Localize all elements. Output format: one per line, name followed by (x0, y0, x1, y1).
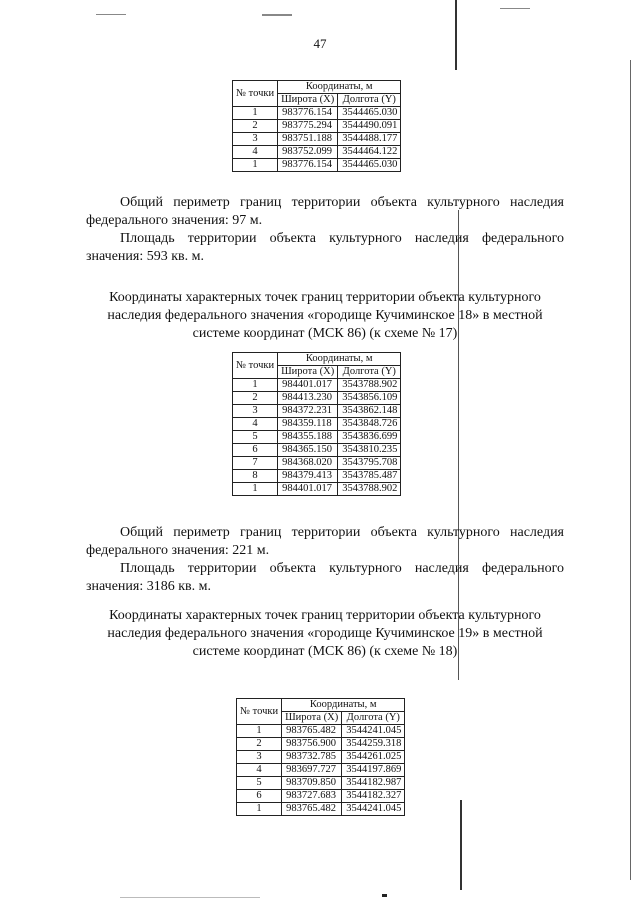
point-number-cell: 3 (237, 751, 282, 764)
point-number-cell: 1 (237, 803, 282, 816)
latitude-cell: 983751.188 (278, 133, 338, 146)
point-number-cell: 4 (233, 418, 278, 431)
perimeter-text-1: Общий периметр границ территории объекта культурного наследия федерального значения: 97 м. (86, 195, 564, 228)
latitude-cell: 983732.785 (282, 751, 342, 764)
col-header-lat: Широта (X) (278, 366, 338, 379)
longitude-cell: 3544465.030 (338, 107, 401, 120)
longitude-cell: 3543848.726 (338, 418, 401, 431)
point-number-cell: 4 (233, 146, 278, 159)
col-header-coords: Координаты, м (278, 81, 401, 94)
coordinates-table-1 (232, 80, 401, 172)
coordinates-table-3 (236, 698, 405, 816)
table-row (237, 751, 405, 764)
latitude-cell: 983709.850 (282, 777, 342, 790)
table-row (237, 738, 405, 751)
latitude-cell: 984413.230 (278, 392, 338, 405)
latitude-cell: 983752.099 (278, 146, 338, 159)
point-number-cell: 1 (233, 159, 278, 172)
latitude-cell: 984379.413 (278, 470, 338, 483)
latitude-cell: 984368.020 (278, 457, 338, 470)
longitude-cell: 3544197.869 (342, 764, 405, 777)
latitude-cell: 984355.188 (278, 431, 338, 444)
point-number-cell: 2 (233, 392, 278, 405)
point-number-cell: 8 (233, 470, 278, 483)
point-number-cell: 4 (237, 764, 282, 777)
scan-artifact-line (455, 0, 457, 70)
point-number-cell: 2 (237, 738, 282, 751)
table-row (233, 159, 401, 172)
col-header-point: № точки (233, 353, 278, 379)
area-text-2: Площадь территории объекта культурного наследия федерального значения: 3186 кв. м. (86, 561, 564, 594)
col-header-lon: Долгота (Y) (342, 712, 405, 725)
scan-speck (120, 897, 260, 898)
col-header-lat: Широта (X) (278, 94, 338, 107)
table-row (237, 725, 405, 738)
longitude-cell: 3544182.987 (342, 777, 405, 790)
col-header-coords: Координаты, м (282, 699, 405, 712)
latitude-cell: 983775.294 (278, 120, 338, 133)
longitude-cell: 3543788.902 (338, 483, 401, 496)
table-row (233, 483, 401, 496)
longitude-cell: 3544182.327 (342, 790, 405, 803)
point-number-cell: 1 (233, 483, 278, 496)
longitude-cell: 3544488.177 (338, 133, 401, 146)
area-text-1: Площадь территории объекта культурного наследия федерального значения: 593 кв. м. (86, 231, 564, 264)
point-number-cell: 5 (237, 777, 282, 790)
table-row (233, 379, 401, 392)
point-number-cell: 1 (237, 725, 282, 738)
latitude-cell: 984365.150 (278, 444, 338, 457)
coordinates-table-2 (232, 352, 401, 496)
col-header-coords: Координаты, м (278, 353, 401, 366)
table-row (233, 457, 401, 470)
longitude-cell: 3544259.318 (342, 738, 405, 751)
table-row (233, 133, 401, 146)
point-number-cell: 5 (233, 431, 278, 444)
scan-speck (96, 14, 126, 15)
longitude-cell: 3544241.045 (342, 803, 405, 816)
table-row (233, 120, 401, 133)
point-number-cell: 7 (233, 457, 278, 470)
latitude-cell: 983765.482 (282, 803, 342, 816)
longitude-cell: 3544464.122 (338, 146, 401, 159)
table-row (233, 392, 401, 405)
perimeter-text-2: Общий периметр границ территории объекта культурного наследия федерального значения: 221 м. (86, 525, 564, 558)
scan-speck (262, 14, 292, 16)
table-row (233, 431, 401, 444)
longitude-cell: 3543785.487 (338, 470, 401, 483)
table-row (233, 418, 401, 431)
point-number-cell: 2 (233, 120, 278, 133)
scan-artifact-line (460, 800, 462, 890)
col-header-lat: Широта (X) (282, 712, 342, 725)
point-number-cell: 6 (233, 444, 278, 457)
longitude-cell: 3543862.148 (338, 405, 401, 418)
scan-speck (500, 8, 530, 9)
table-row (233, 470, 401, 483)
table-row (237, 777, 405, 790)
latitude-cell: 983776.154 (278, 107, 338, 120)
col-header-point: № точки (237, 699, 282, 725)
longitude-cell: 3543810.235 (338, 444, 401, 457)
latitude-cell: 983765.482 (282, 725, 342, 738)
section-heading-3: Координаты характерных точек границ территории объекта культурного наследия федерального значения «городище Кучиминское 19» в местной системе координат (МСК 86) (к схеме № 18) (107, 608, 543, 659)
scan-artifact-line (630, 60, 631, 880)
table-row (233, 444, 401, 457)
longitude-cell: 3544241.045 (342, 725, 405, 738)
latitude-cell: 983697.727 (282, 764, 342, 777)
longitude-cell: 3543788.902 (338, 379, 401, 392)
latitude-cell: 984401.017 (278, 483, 338, 496)
point-number-cell: 3 (233, 405, 278, 418)
point-number-cell: 1 (233, 107, 278, 120)
latitude-cell: 983776.154 (278, 159, 338, 172)
latitude-cell: 984372.231 (278, 405, 338, 418)
section-heading-2: Координаты характерных точек границ территории объекта культурного наследия федерального значения «городище Кучиминское 18» в местной системе координат (МСК 86) (к схеме № 17) (107, 290, 543, 341)
longitude-cell: 3543795.708 (338, 457, 401, 470)
longitude-cell: 3544261.025 (342, 751, 405, 764)
point-number-cell: 1 (233, 379, 278, 392)
col-header-lon: Долгота (Y) (338, 94, 401, 107)
page-number: 47 (313, 36, 327, 51)
table-row (233, 107, 401, 120)
table-row (237, 764, 405, 777)
table-row (237, 790, 405, 803)
point-number-cell: 6 (237, 790, 282, 803)
latitude-cell: 983756.900 (282, 738, 342, 751)
latitude-cell: 984401.017 (278, 379, 338, 392)
col-header-point: № точки (233, 81, 278, 107)
longitude-cell: 3543856.109 (338, 392, 401, 405)
latitude-cell: 984359.118 (278, 418, 338, 431)
longitude-cell: 3543836.699 (338, 431, 401, 444)
scan-speck (382, 894, 387, 897)
table-row (233, 405, 401, 418)
table-row (233, 146, 401, 159)
latitude-cell: 983727.683 (282, 790, 342, 803)
longitude-cell: 3544465.030 (338, 159, 401, 172)
table-row (237, 803, 405, 816)
col-header-lon: Долгота (Y) (338, 366, 401, 379)
point-number-cell: 3 (233, 133, 278, 146)
longitude-cell: 3544490.091 (338, 120, 401, 133)
